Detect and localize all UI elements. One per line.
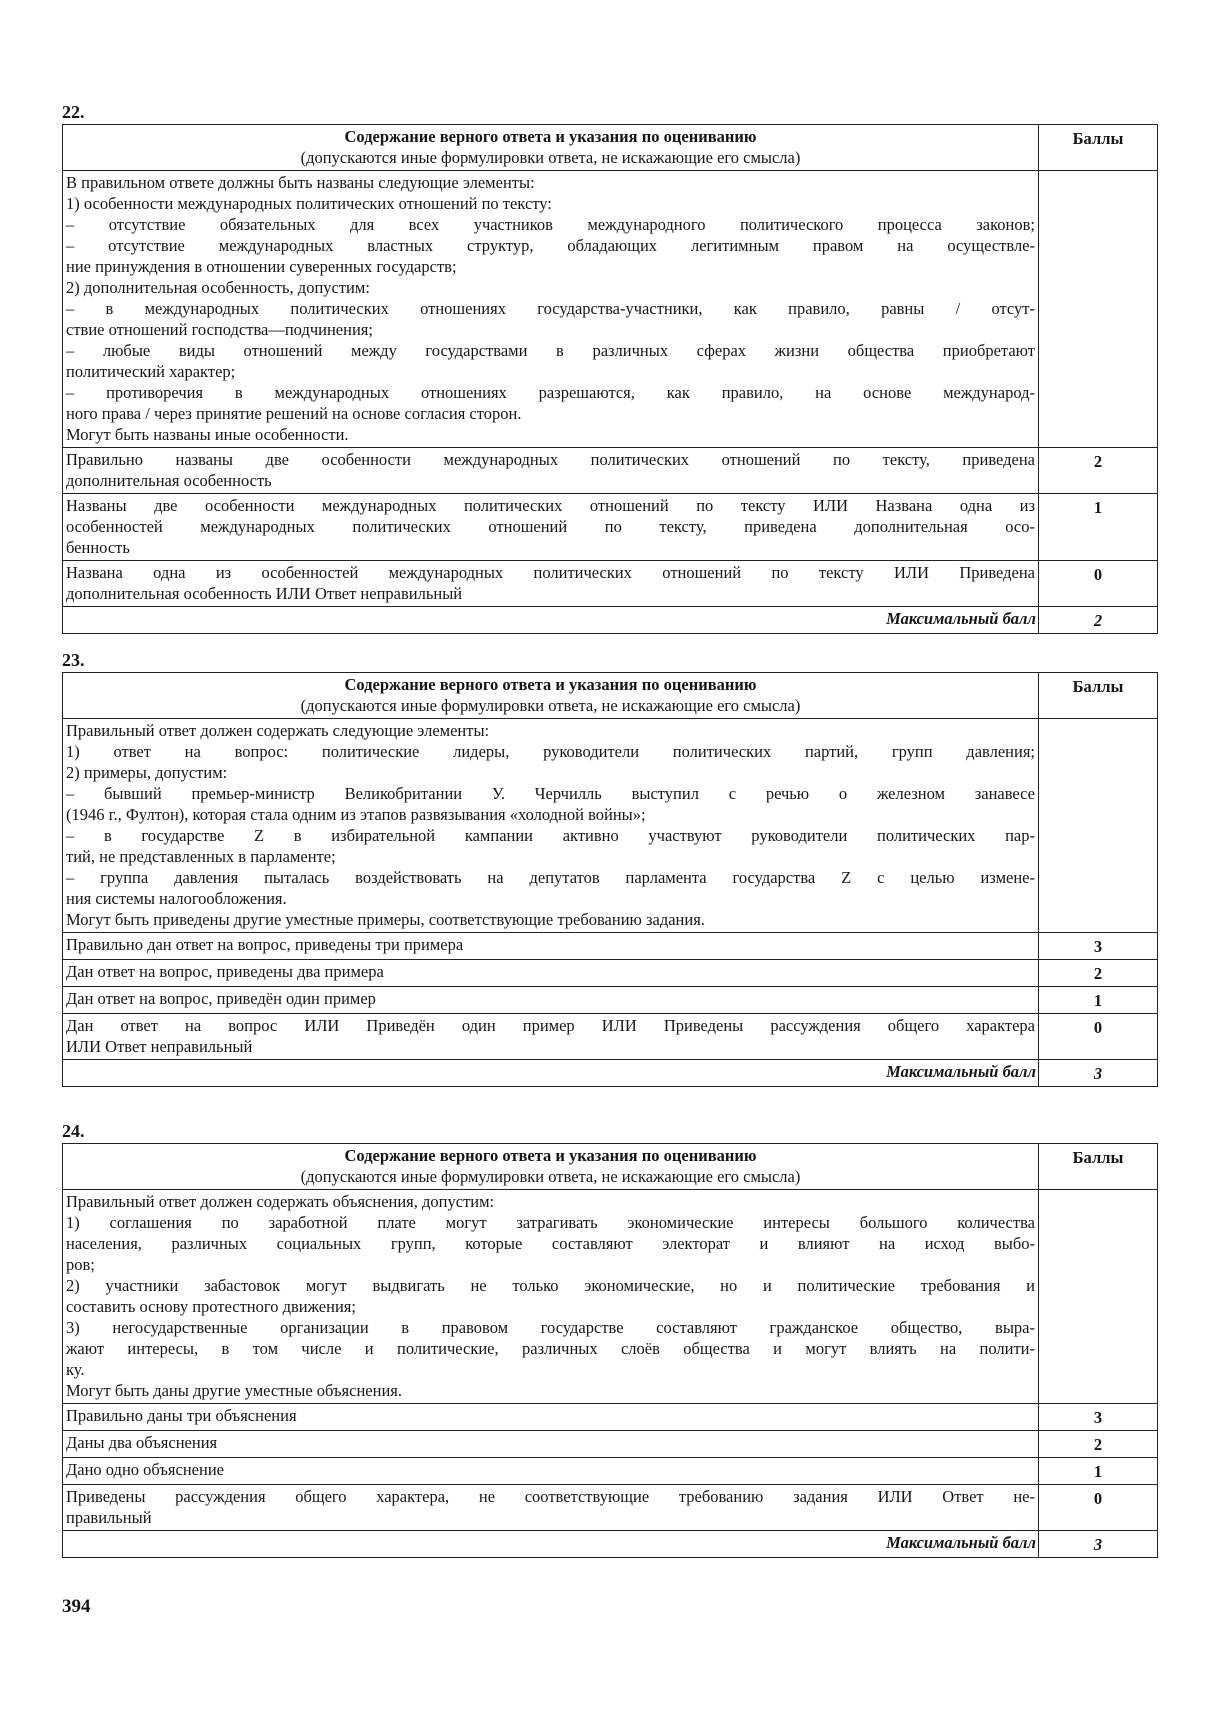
- text-line: Названы две особенности международных политических отношений по тексту ИЛИ Названа одна из: [66, 496, 1035, 515]
- text-line: Дан ответ на вопрос, приведены два примера: [66, 962, 384, 981]
- header-cell: [63, 673, 1039, 719]
- text-line: Приведены рассуждения общего характера, не соответствующие требованию задания ИЛИ Ответ не-: [66, 1487, 1035, 1506]
- criteria-score: 3: [1039, 1404, 1158, 1431]
- header-cell: [63, 125, 1039, 171]
- answer-content: [63, 171, 1039, 448]
- header-subtitle: (допускаются иные формулировки ответа, не искажающие его смысла): [300, 696, 801, 715]
- header-title: Содержание верного ответа и указания по оцениванию: [344, 1146, 757, 1165]
- text-line: Правильно даны три объяснения: [66, 1406, 297, 1425]
- criteria-row: [63, 933, 1158, 960]
- text-line: ИЛИ Ответ неправильный: [66, 1037, 253, 1056]
- text-line: ствие отношений господства—подчинения;: [66, 320, 373, 339]
- criteria-text: [63, 987, 1039, 1014]
- text-line: – бывший премьер-министр Великобритании У. Черчилль выступил с речью о железном занавесе: [66, 784, 1035, 803]
- text-line: жают интересы, в том числе и политические, различных слоёв общества и могут влиять на полити-: [66, 1339, 1035, 1358]
- content-row: [63, 719, 1158, 933]
- criteria-row: [63, 987, 1158, 1014]
- max-score-row: [63, 1060, 1158, 1087]
- text-line: ку.: [66, 1360, 85, 1379]
- content-row: [63, 171, 1158, 448]
- answer-content: [63, 1190, 1039, 1404]
- criteria-text: [63, 1014, 1039, 1060]
- criteria-text: [63, 448, 1039, 494]
- criteria-score: 2: [1039, 1431, 1158, 1458]
- criteria-text: [63, 494, 1039, 561]
- text-line: Дан ответ на вопрос, приведён один пример: [66, 989, 376, 1008]
- criteria-score: 1: [1039, 494, 1158, 561]
- text-line: бенность: [66, 538, 130, 557]
- text-line: особенностей международных политических отношений по тексту, приведена дополнительная осо-: [66, 517, 1035, 536]
- header-subtitle: (допускаются иные формулировки ответа, не искажающие его смысла): [300, 1167, 801, 1186]
- criteria-score: 3: [1039, 933, 1158, 960]
- text-line: ния системы налогообложения.: [66, 889, 287, 908]
- criteria-row: [63, 448, 1158, 494]
- criteria-score: 1: [1039, 987, 1158, 1014]
- criteria-score: 2: [1039, 448, 1158, 494]
- criteria-text: [63, 1404, 1039, 1431]
- answer-content: [63, 719, 1039, 933]
- max-score-label: Максимальный балл: [63, 1060, 1039, 1087]
- text-line: населения, различных социальных групп, которые составляют электорат и влияют на исход выбо-: [66, 1234, 1035, 1253]
- criteria-score: 2: [1039, 960, 1158, 987]
- text-line: 2) дополнительная особенность, допустим:: [66, 278, 370, 297]
- max-score-row: [63, 1531, 1158, 1558]
- text-line: – в государстве Z в избирательной кампании активно участвуют руководители политических пар-: [66, 826, 1035, 845]
- score-header: Баллы: [1039, 673, 1158, 719]
- score-empty: [1039, 171, 1158, 448]
- text-line: дополнительная особенность: [66, 471, 272, 490]
- score-empty: [1039, 1190, 1158, 1404]
- text-line: правильный: [66, 1508, 152, 1527]
- text-line: ров;: [66, 1255, 95, 1274]
- page-number: 394: [62, 1596, 91, 1617]
- task-number: 23.: [62, 650, 85, 670]
- text-line: 1) особенности международных политических отношений по тексту:: [66, 194, 552, 213]
- text-line: Могут быть приведены другие уместные примеры, соответствующие требованию задания.: [66, 910, 705, 929]
- text-line: Правильно названы две особенности международных политических отношений по тексту, приведена: [66, 450, 1035, 469]
- criteria-text: [63, 960, 1039, 987]
- text-line: Названа одна из особенностей международных политических отношений по тексту ИЛИ Приведена: [66, 563, 1035, 582]
- criteria-text: [63, 1458, 1039, 1485]
- criteria-score: 0: [1039, 1014, 1158, 1060]
- task-23: [62, 650, 1158, 1087]
- text-line: Правильный ответ должен содержать следующие элементы:: [66, 721, 490, 740]
- text-line: – отсутствие международных властных структур, обладающих легитимным правом на осуществле-: [66, 236, 1035, 255]
- text-line: В правильном ответе должны быть названы следующие элементы:: [66, 173, 535, 192]
- text-line: составить основу протестного движения;: [66, 1297, 356, 1316]
- criteria-text: [63, 933, 1039, 960]
- criteria-text: [63, 561, 1039, 607]
- header-title: Содержание верного ответа и указания по оцениванию: [344, 127, 757, 146]
- text-line: 2) участники забастовок могут выдвигать не только экономические, но и политические требования и: [66, 1276, 1035, 1295]
- scoring-table: [62, 124, 1158, 634]
- text-line: Правильно дан ответ на вопрос, приведены три примера: [66, 935, 464, 954]
- task-22: [62, 102, 1158, 634]
- text-line: Дан ответ на вопрос ИЛИ Приведён один пример ИЛИ Приведены рассуждения общего характера: [66, 1016, 1035, 1035]
- text-line: Могут быть названы иные особенности.: [66, 425, 349, 444]
- scoring-table: [62, 1143, 1158, 1558]
- max-score-row: [63, 607, 1158, 634]
- criteria-row: [63, 1404, 1158, 1431]
- header-row: [63, 673, 1158, 719]
- text-line: Даны два объяснения: [66, 1433, 218, 1452]
- scoring-table: [62, 672, 1158, 1087]
- max-score-value: 3: [1039, 1531, 1158, 1558]
- task-number: 22.: [62, 102, 85, 122]
- max-score-label: Максимальный балл: [63, 607, 1039, 634]
- criteria-row: [63, 494, 1158, 561]
- criteria-score: 0: [1039, 561, 1158, 607]
- criteria-score: 0: [1039, 1485, 1158, 1531]
- text-line: – любые виды отношений между государствами в различных сферах жизни общества приобретают: [66, 341, 1035, 360]
- text-line: 2) примеры, допустим:: [66, 763, 228, 782]
- text-line: политический характер;: [66, 362, 236, 381]
- score-header: Баллы: [1039, 125, 1158, 171]
- criteria-row: [63, 1458, 1158, 1485]
- score-empty: [1039, 719, 1158, 933]
- max-score-value: 2: [1039, 607, 1158, 634]
- header-subtitle: (допускаются иные формулировки ответа, не искажающие его смысла): [300, 148, 801, 167]
- criteria-row: [63, 1485, 1158, 1531]
- criteria-row: [63, 1014, 1158, 1060]
- text-line: – отсутствие обязательных для всех участников международного политического процесса законов;: [66, 215, 1035, 234]
- text-line: ного права / через принятие решений на основе согласия сторон.: [66, 404, 522, 423]
- text-line: Дано одно объяснение: [66, 1460, 224, 1479]
- task-number: 24.: [62, 1121, 85, 1141]
- text-line: 1) соглашения по заработной плате могут затрагивать экономические интересы большого количества: [66, 1213, 1035, 1232]
- text-line: – противоречия в международных отношениях разрешаются, как правило, на основе международ-: [66, 383, 1035, 402]
- text-line: Правильный ответ должен содержать объяснения, допустим:: [66, 1192, 495, 1211]
- text-line: тий, не представленных в парламенте;: [66, 847, 336, 866]
- criteria-row: [63, 1431, 1158, 1458]
- task-24: [62, 1121, 1158, 1558]
- max-score-value: 3: [1039, 1060, 1158, 1087]
- text-line: – в международных политических отношениях государства-участники, как правило, равны / отсут-: [66, 299, 1035, 318]
- text-line: 3) негосударственные организации в правовом государстве составляют гражданское общество, выра-: [66, 1318, 1035, 1337]
- criteria-text: [63, 1485, 1039, 1531]
- criteria-row: [63, 561, 1158, 607]
- criteria-text: [63, 1431, 1039, 1458]
- text-line: дополнительная особенность ИЛИ Ответ неправильный: [66, 584, 463, 603]
- max-score-label: Максимальный балл: [63, 1531, 1039, 1558]
- text-line: – группа давления пыталась воздействовать на депутатов парламента государства Z с целью измене-: [66, 868, 1035, 887]
- text-line: ние принуждения в отношении суверенных государств;: [66, 257, 457, 276]
- header-title: Содержание верного ответа и указания по оцениванию: [344, 675, 757, 694]
- text-line: Могут быть даны другие уместные объяснения.: [66, 1381, 403, 1400]
- criteria-score: 1: [1039, 1458, 1158, 1485]
- text-line: (1946 г., Фултон), которая стала одним из этапов развязывания «холодной войны»;: [66, 805, 646, 824]
- header-row: [63, 125, 1158, 171]
- header-row: [63, 1144, 1158, 1190]
- text-line: 1) ответ на вопрос: политические лидеры, руководители политических партий, групп давления;: [66, 742, 1035, 761]
- criteria-row: [63, 960, 1158, 987]
- content-row: [63, 1190, 1158, 1404]
- score-header: Баллы: [1039, 1144, 1158, 1190]
- header-cell: [63, 1144, 1039, 1190]
